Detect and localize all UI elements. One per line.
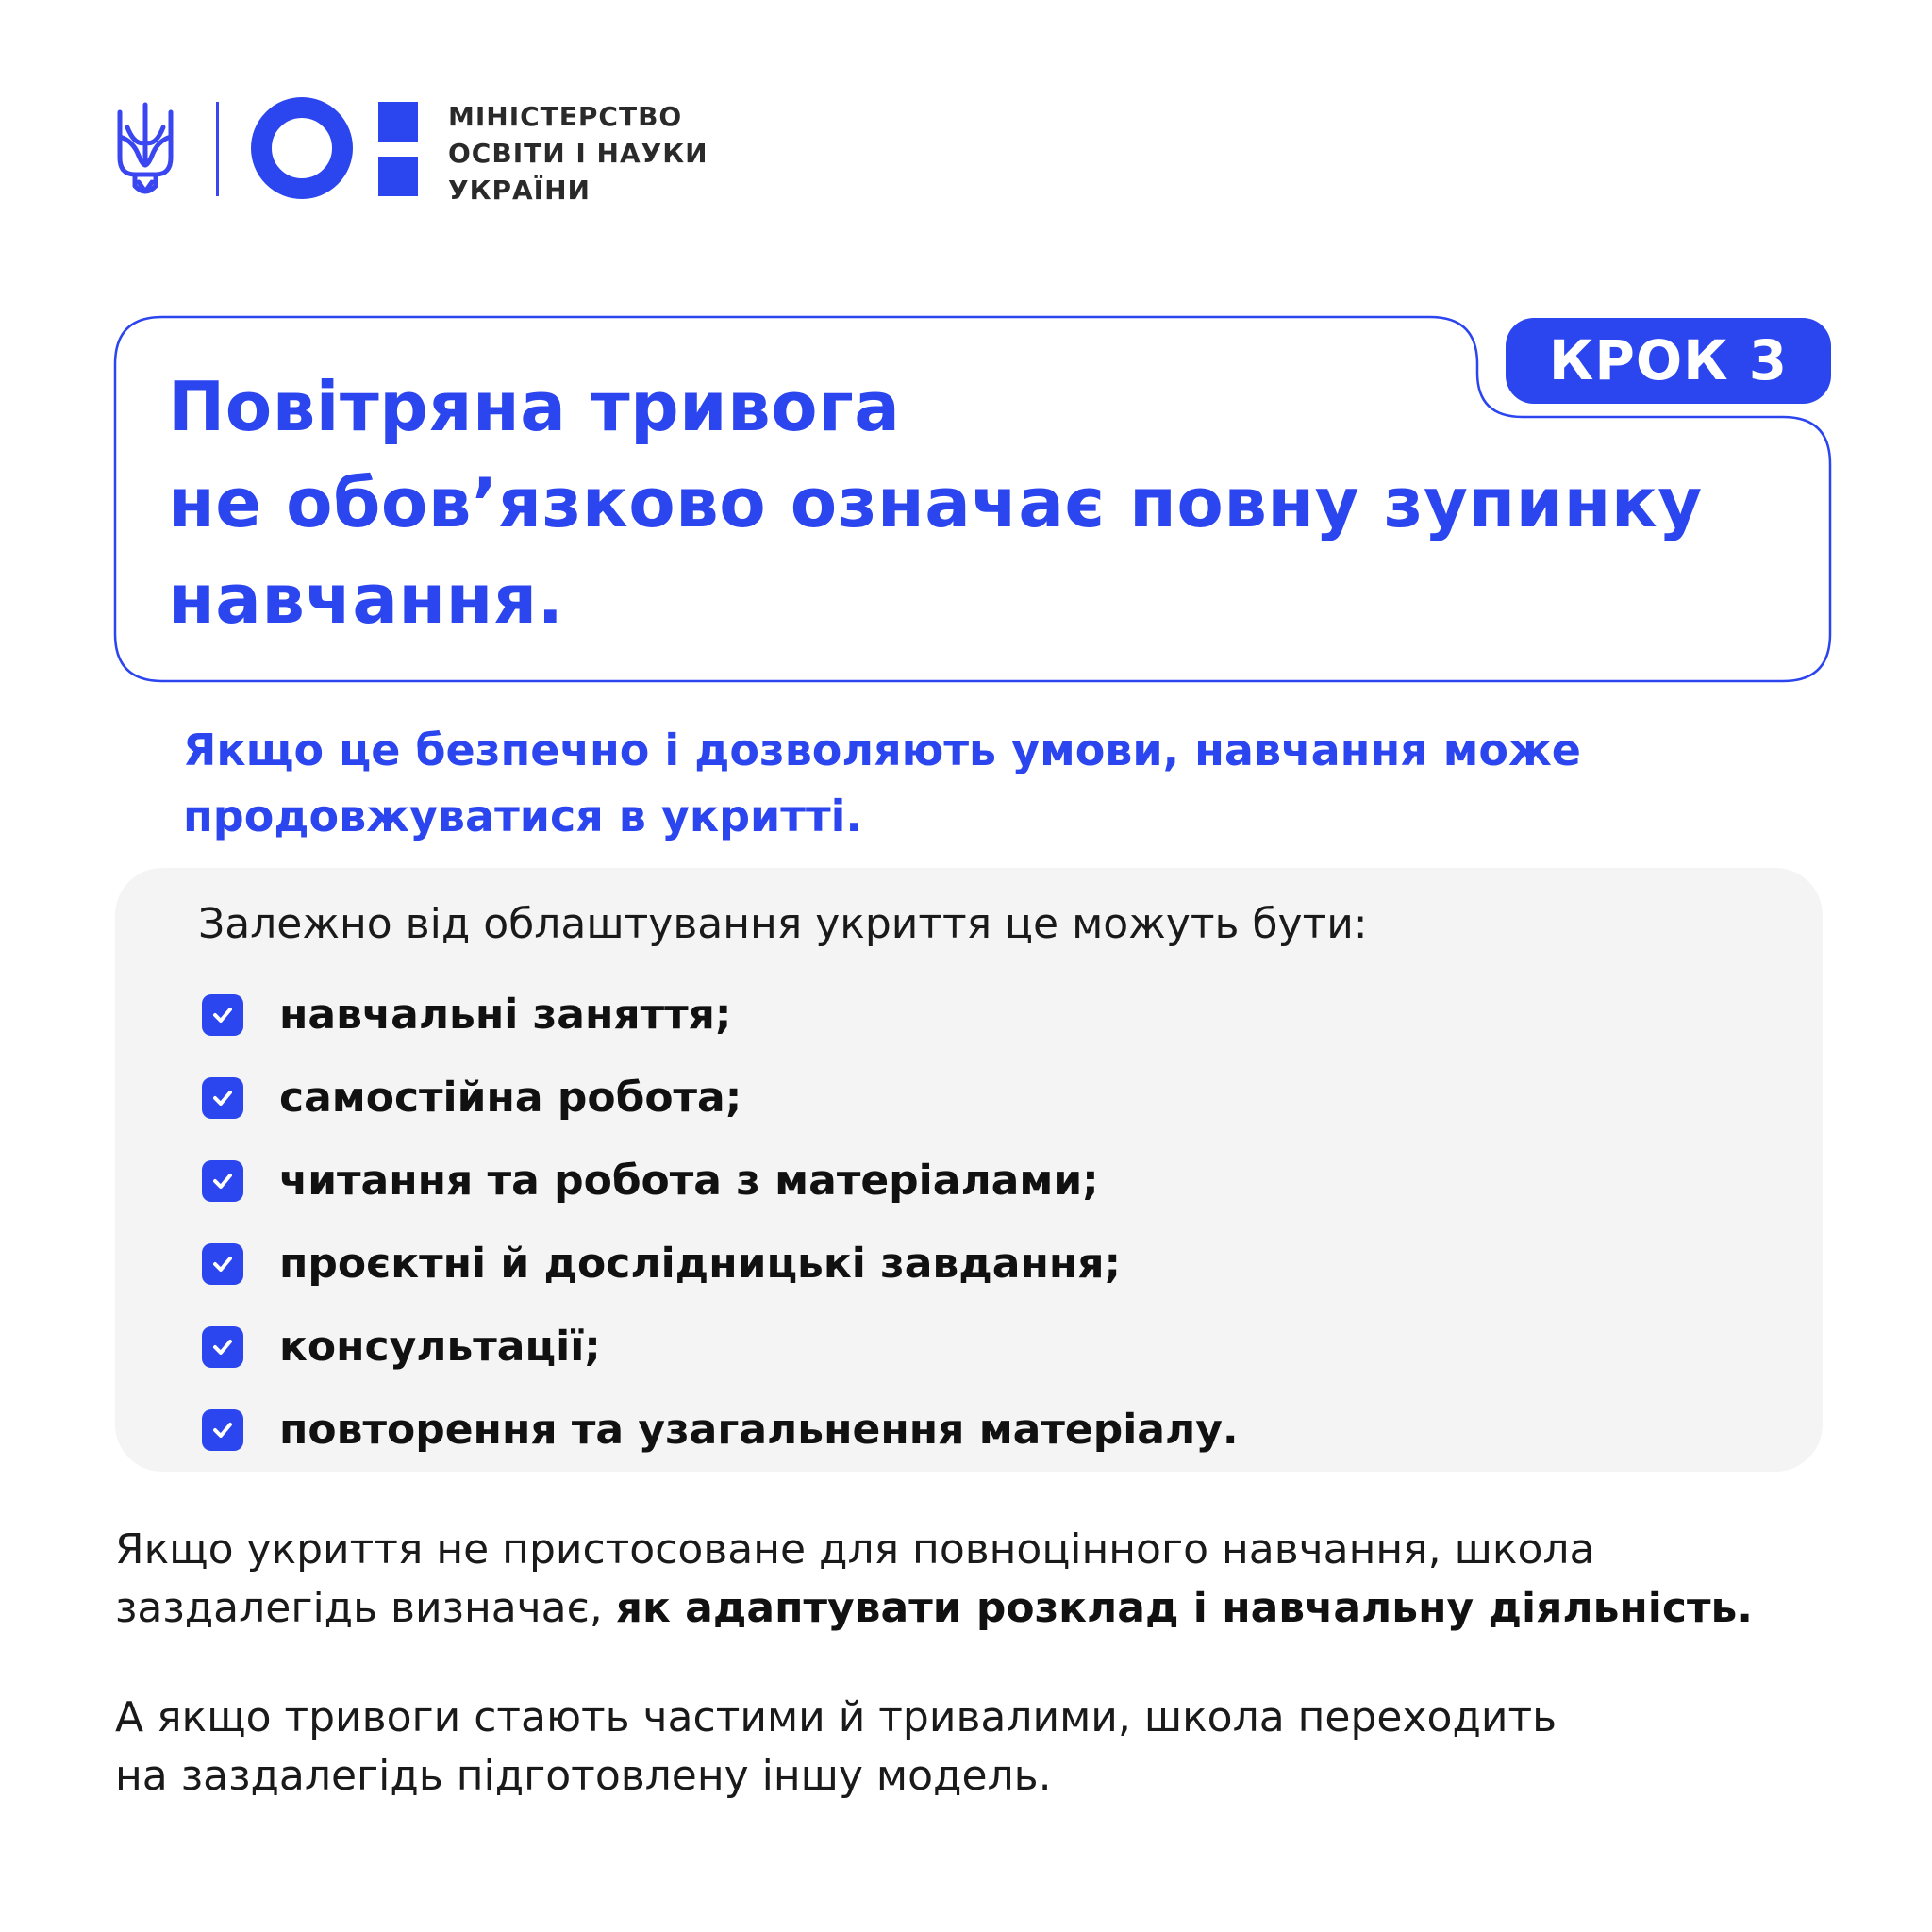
check-icon [202,1160,243,1202]
ministry-name-line: УКРАЇНИ [448,175,591,206]
check-icon [202,1326,243,1368]
list-item-label: читання та робота з матеріалами; [279,1157,1099,1205]
paragraph-emphasis: як адаптувати розклад і навчальну діяльність. [615,1584,1754,1632]
check-icon [202,1077,243,1119]
step-badge: КРОК 3 [1506,318,1831,404]
ministry-logo-mark [248,94,418,203]
options-list [202,974,1239,1472]
list-item-label: самостійна робота; [279,1074,742,1122]
list-item [202,1389,1239,1472]
paragraph-line: А якщо тривоги стають частими й тривалими, школа переходить [115,1693,1557,1741]
adaptation-paragraph [115,1521,1753,1638]
ministry-name-line: ОСВІТИ І НАУКИ [448,138,708,169]
ministry-name [448,98,708,208]
list-item-label: консультації; [279,1323,601,1371]
list-item [202,1057,1239,1140]
list-item [202,1140,1239,1223]
paragraph-line [115,1579,1753,1638]
headline-line: навчання. [168,559,564,639]
fallback-paragraph [115,1689,1557,1806]
header-divider [216,102,219,196]
paragraph-line: на заздалегідь підготовлену іншу модель. [115,1752,1052,1800]
paragraph-text: заздалегідь визначає, [115,1584,616,1632]
check-icon [202,1243,243,1285]
list-item-label: навчальні заняття; [279,991,732,1039]
list-item [202,1223,1239,1306]
list-item-label: проєктні й дослідницькі завдання; [279,1240,1122,1288]
headline-line: не обов’язково означає повну зупинку [168,463,1703,542]
check-icon [202,1409,243,1451]
lead-line: продовжуватися в укритті. [183,791,862,841]
ministry-name-line: МІНІСТЕРСТВО [448,101,683,132]
trident-icon [114,99,176,201]
lead-statement [183,717,1581,849]
paragraph-line: Якщо укриття не пристосоване для повноцінного навчання, школа [115,1525,1595,1574]
headline [168,358,1703,647]
list-item [202,974,1239,1057]
headline-line: Повітряна тривога [168,367,901,446]
list-item-label: повторення та узагальнення матеріалу. [279,1406,1239,1454]
list-item [202,1306,1239,1389]
check-icon [202,994,243,1036]
options-intro: Залежно від облаштування укриття це можуть бути: [198,900,1368,948]
lead-line: Якщо це безпечно і дозволяють умови, навчання може [183,724,1581,775]
